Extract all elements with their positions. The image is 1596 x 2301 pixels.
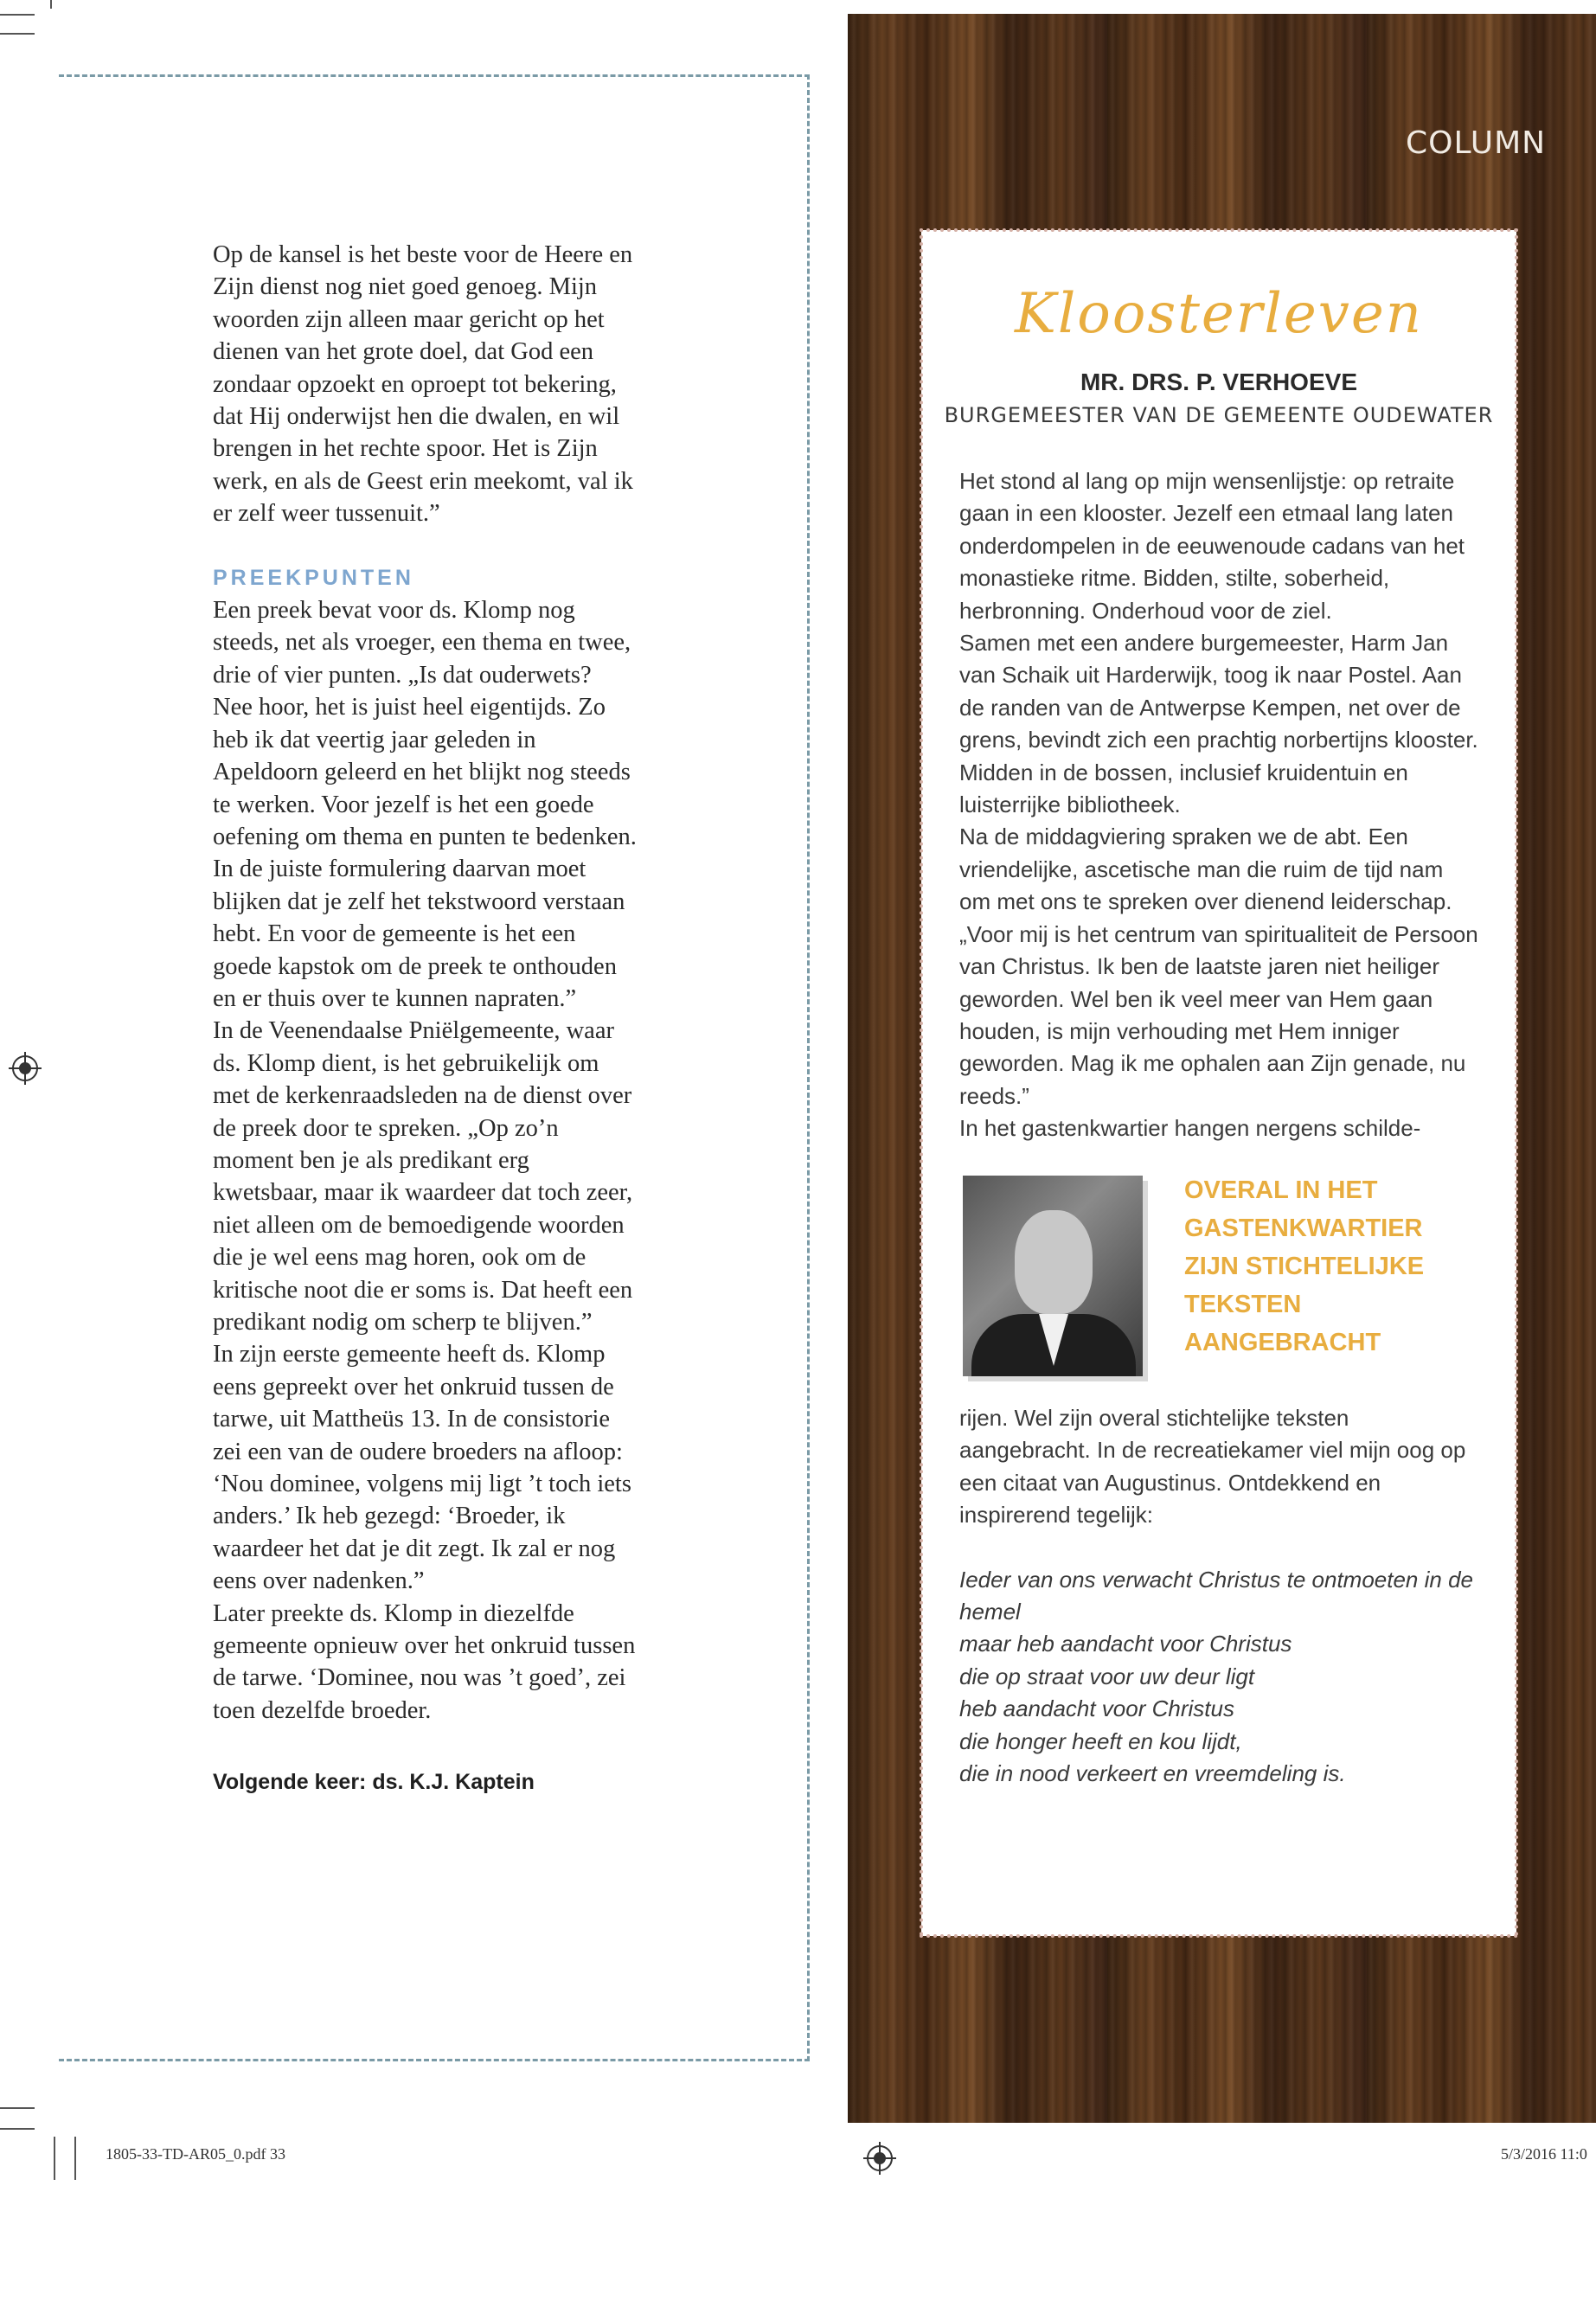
registration-mark-icon (12, 1055, 38, 1081)
poem-line: die honger heeft en kou lijdt, (959, 1727, 1242, 1754)
crop-mark (74, 2137, 76, 2180)
article-paragraph: Later preekte ds. Klomp in diezelfde gemeente opnieuw over het onkruid tussen de tarwe. ‘Dominee, nou was ’t goed’, zei toen dezelfde broeder. (213, 1599, 636, 1724)
crop-mark (0, 33, 35, 35)
column-paragraph: rijen. Wel zijn overal stichtelijke teksten aangebracht. In de recreatiekamer viel mijn oog op een citaat van Augustinus. Ontdekkend en inspirerend tegelijk: (959, 1405, 1466, 1529)
crop-mark (0, 14, 35, 16)
column-paragraph: Na de middagviering spraken we de abt. Een vriendelijke, ascetische man die ruim de tijd nam om met ons te spreken over dienend leiderschap. „Voor mij is het centrum van spiritualiteit de Persoon van Christus. Ik ben de laatste jaren niet heiliger geworden. Wel ben ik veel meer van Hem gaan houden, is mijn verhouding met Hem inniger geworden. Mag ik me ophalen aan Zijn genade, nu reeds.” (959, 824, 1478, 1109)
article-paragraph: In de Veenendaalse Pniëlgemeente, waar ds. Klomp dient, is het gebruikelijk om met de kerkenraadsleden na de dienst over de preek door te spreken. „Op zo’n moment ben je als predikant erg kwetsbaar, maar ik waardeer dat toch zeer, niet alleen om de bemoedigende woorden die je wel eens mag horen, ook om de kritische noot die er soms is. Dat heeft een predikant nodig om scherp te blijven.” (213, 1017, 633, 1336)
crop-mark (0, 2128, 35, 2130)
column-author: MR. DRS. P. VERHOEVE (1080, 369, 1357, 395)
author-portrait (963, 1176, 1143, 1376)
poem-line: heb aandacht voor Christus (959, 1695, 1234, 1722)
article-column (213, 239, 637, 1799)
print-date-label: 5/3/2016 11:0 (1501, 2145, 1587, 2163)
article-paragraph: In zijn eerste gemeente heeft ds. Klomp eens gepreekt over het onkruid tussen de tarwe, uit Mattheüs 13. In de consistorie zei een van de oudere broeders na afloop: ‘Nou dominee, volgens mij ligt ’t toch iets anders.’ Ik heb gezegd: ‘Broeder, ik waardeer het dat je dit zegt. Ik zal er nog eens over nadenken.” (213, 1341, 631, 1595)
registration-mark-icon (867, 2145, 893, 2171)
column-author-role: BURGEMEESTER VAN DE GEMEENTE OUDEWATER (944, 403, 1494, 427)
column-title: Kloosterleven (1015, 282, 1423, 346)
column-paragraph: Het stond al lang op mijn wensenlijstje: op retraite gaan in een klooster. Jezelf een etmaal lang laten onderdompelen in de eeuwenoude cadans van het monastieke ritme. Bidden, stilte, soberheid, herbronning. Onderhoud voor de ziel. (959, 468, 1465, 624)
dashed-frame-top (59, 74, 810, 77)
next-time-note: Volgende keer: ds. K.J. Kaptein (213, 1770, 535, 1795)
crop-mark (54, 2137, 55, 2180)
column-paragraph: In het gastenkwartier hangen nergens schilde- (959, 1115, 1421, 1142)
column-body-part2 (959, 1402, 1478, 1790)
column-body-part1 (959, 465, 1478, 1145)
article-paragraph: Een preek bevat voor ds. Klomp nog steeds, net als vroeger, een thema en twee, drie of vier punten. „Is dat ouderwets? Nee hoor, het is juist heel eigentijds. Zo heb ik dat veertig jaar geleden in Apeldoorn geleerd en het blijkt nog steeds te werken. Voor jezelf is het een goede oefening om thema en punten te bedenken. In de juiste formulering daarvan moet blijken dat je zelf het tekstwoord verstaan hebt. En voor de gemeente is het een goede kapstok om de preek te onthouden en er thuis over te kunnen napraten.” (213, 597, 637, 1012)
crop-mark (0, 2107, 35, 2109)
dashed-frame-bottom (59, 2059, 810, 2061)
dashed-frame-right (807, 74, 810, 2061)
column-card (921, 230, 1516, 1936)
column-paragraph: Samen met een andere burgemeester, Harm Jan van Schaik uit Harderwijk, toog ik naar Postel. Aan de randen van de Antwerpse Kempen, net over de grens, bevindt zich een prachtig norbertijns klooster. Midden in de bossen, inclusief kruidentuin en luisterrijke bibliotheek. (959, 630, 1478, 818)
poem-line: maar heb aandacht voor Christus (959, 1631, 1292, 1657)
poem-line: die op straat voor uw deur ligt (959, 1663, 1255, 1689)
column-label: COLUMN (1406, 125, 1547, 161)
pull-quote: OVERAL IN HET GASTENKWARTIER ZIJN STICHTELIJKE TEKSTEN AANGEBRACHT (1184, 1176, 1425, 1356)
poem-line: Ieder van ons verwacht Christus te ontmoeten in de hemel (959, 1566, 1473, 1625)
print-file-label: 1805-33-TD-AR05_0.pdf 33 (106, 2145, 285, 2163)
subheading: PREEKPUNTEN (213, 565, 414, 590)
article-intro: Op de kansel is het beste voor de Heere en Zijn dienst nog niet goed genoeg. Mijn woorden zijn alleen maar gericht op het dienen van het grote doel, dat God een zondaar opzoekt en oproept tot bekering, dat Hij onderwijst hen die dwalen, en wil brengen in het rechte spoor. Het is Zijn werk, en als de Geest erin meekomt, val ik er zelf weer tussenuit.” (213, 241, 633, 528)
poem-line: die in nood verkeert en vreemdeling is. (959, 1760, 1346, 1787)
crop-mark (50, 0, 52, 9)
